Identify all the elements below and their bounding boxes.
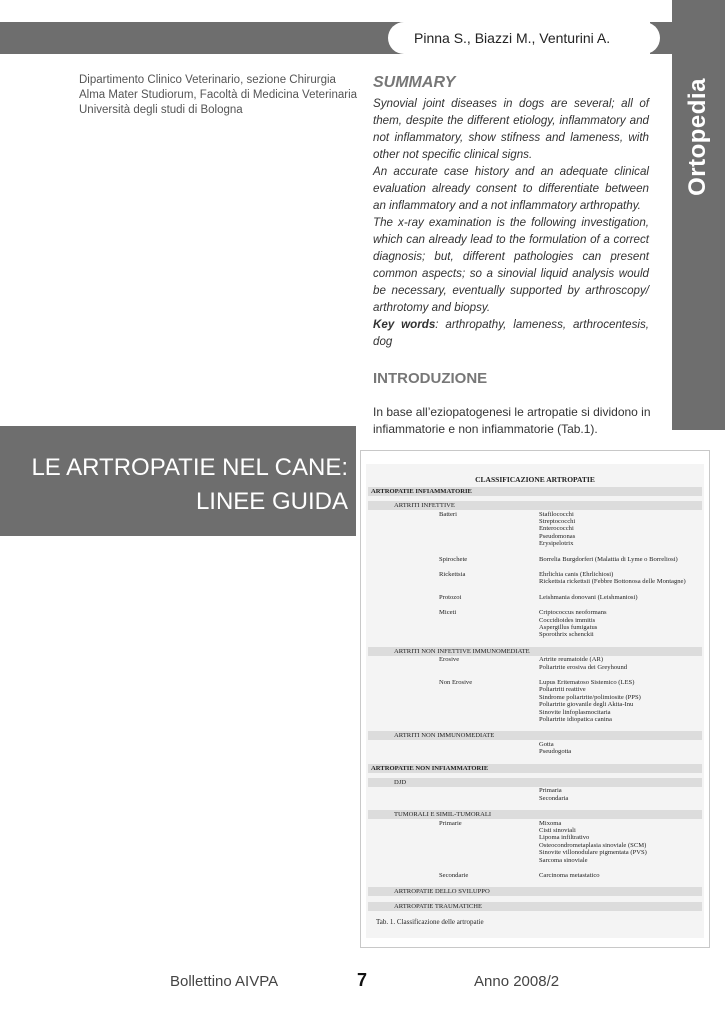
table-category: Spirochete xyxy=(439,555,468,563)
table-item: Lupus Eritematoso Sistemico (LES) xyxy=(539,679,635,686)
table-item: Osteocondrometaplasia sinoviale (SCM) xyxy=(539,841,647,849)
article-title: LE ARTROPATIE NEL CANE: xyxy=(31,454,348,481)
table-category: Miceti xyxy=(439,609,457,617)
table-item: Poliartriti reattive xyxy=(539,686,586,694)
table-item: Coccidioides immitis xyxy=(539,616,596,624)
table-category: Rickettsia xyxy=(439,570,466,578)
table-item: Criptococcus neoformans xyxy=(539,609,607,617)
table-subgroup-header: ARTRITI INFETTIVE xyxy=(368,501,702,510)
footer-journal: Bollettino AIVPA xyxy=(170,973,279,990)
summary-paragraph: The x-ray examination is the following investigation, which can already lead to the formulation of a correct diagnosis; but, different pathologies can present common aspects; so a sinovial liquid analysis would be necessary, eventually supported by arthroscopy/ arthrotomy and biopsy. xyxy=(373,216,649,314)
affiliation-line: Università degli studi di Bologna xyxy=(79,104,243,116)
table-group-header: ARTROPATIE INFIAMMATORIE xyxy=(368,487,702,496)
table-item: Streptococchi xyxy=(539,517,576,525)
table-item: Rickettsia rickettsii (Febbre Bottonosa delle Montagne) xyxy=(539,578,686,586)
table-item: Enterococchi xyxy=(539,525,574,533)
intro-text: In base all’eziopatogenesi le artropatie si dividono in infiammatorie e non infiammatorie (Tab.1). xyxy=(373,405,651,436)
table-item: Mixoma xyxy=(539,819,562,827)
authors-label: Pinna S., Biazzi M., Venturini A. xyxy=(388,22,650,54)
table-subgroup-header: ARTROPATIE TRAUMATICHE xyxy=(368,902,702,911)
section-tab xyxy=(672,0,725,430)
article-subtitle: LINEE GUIDA xyxy=(195,488,348,515)
section-label: Ortopedia xyxy=(684,78,711,196)
article-title-band xyxy=(0,426,356,536)
table-item: Pseudogotta xyxy=(539,748,572,756)
classification-table xyxy=(366,464,704,938)
table-item: Stafilococchi xyxy=(539,510,574,518)
table-item: Erysipelotrix xyxy=(539,540,574,548)
footer-issue: Anno 2008/2 xyxy=(474,973,560,990)
table-subgroup-header: ARTROPATIE DELLO SVILUPPO xyxy=(368,887,702,896)
table-subgroup-header: DJD xyxy=(368,778,702,787)
summary-paragraph: An accurate case history and an adequate clinical evaluation already consent to differentiate between an inflammatory and a not inflammatory arthropathy. xyxy=(373,165,649,212)
table-item: Ehrlichia canis (Ehrlichiosi) xyxy=(539,570,614,578)
table-item: Sindrome poliartrite/polimiosite (PPS) xyxy=(539,693,641,701)
table-category: Protozoi xyxy=(439,593,462,601)
table-item: Sarcoma sinoviale xyxy=(539,856,588,864)
table-title: CLASSIFICAZIONE ARTROPATIE xyxy=(475,475,595,484)
table-item: Cisti sinoviali xyxy=(539,826,576,834)
classification-table-figure xyxy=(360,450,710,948)
keywords xyxy=(373,316,649,350)
table-item: Sinovite villonodulare pigmentata (PVS) xyxy=(539,849,647,857)
table-item: Poliartrite giovanile degli Akita-Inu xyxy=(539,701,634,709)
table-item: Sporothrix schenckii xyxy=(539,631,594,639)
table-category: Non Erosive xyxy=(439,679,473,686)
table-item: Poliartrite erosiva dei Greyhound xyxy=(539,663,628,671)
table-category: Erosive xyxy=(439,656,460,664)
table-category: Primarie xyxy=(439,819,462,827)
classification-table-panel xyxy=(366,464,704,938)
affiliation-line: Alma Mater Studiorum, Facoltà di Medicina Veterinaria xyxy=(79,89,358,101)
table-item: Leishmania donovani (Leishmaniosi) xyxy=(539,593,638,601)
table-subgroup-header: ARTRITI NON INFETTIVE IMMUNOMEDIATE xyxy=(368,647,702,656)
affiliation-line: Dipartimento Clinico Veterinario, sezione Chirurgia xyxy=(79,74,336,86)
table-category: Batteri xyxy=(439,510,457,518)
table-group-header: ARTROPATIE NON INFIAMMATORIE xyxy=(368,764,702,773)
table-item: Primaria xyxy=(539,787,562,795)
footer-page-number: 7 xyxy=(357,970,368,990)
affiliation xyxy=(79,73,369,118)
table-item: Carcinoma metastatico xyxy=(539,871,600,879)
table-subgroup-header: TUMORALI E SIMIL-TUMORALI xyxy=(368,810,702,819)
table-item: Sinovite linfoplasmocitaria xyxy=(539,708,611,716)
table-item: Poliartrite idiopatica canina xyxy=(539,716,612,723)
table-caption: Tab. 1. Classificazione delle artropatie xyxy=(376,918,484,927)
summary-paragraph: Synovial joint diseases in dogs are several; all of them, despite the different etiology, inflammatory and not inflammatory, show stifness and lameness, with other not specific clinical signs. xyxy=(373,97,649,161)
summary-heading: SUMMARY xyxy=(373,74,456,91)
table-item: Artrite reumatoide (AR) xyxy=(539,656,604,664)
table-item: Secondaria xyxy=(539,794,569,802)
table-item: Pseudomonas xyxy=(539,532,576,540)
table-subgroup-header: ARTRITI NON IMMUNOMEDIATE xyxy=(368,731,702,740)
intro-heading: INTRODUZIONE xyxy=(373,370,488,387)
table-item: Gotta xyxy=(539,740,554,748)
keywords-label: Key words xyxy=(373,318,436,331)
table-item: Lipoma infiltrativo xyxy=(539,834,590,842)
table-item: Borrelia Burgdorferi (Malattia di Lyme o Borreliosi) xyxy=(539,555,678,563)
keywords-text: : arthropathy, lameness, arthrocentesis, dog xyxy=(373,318,649,348)
summary-section xyxy=(373,74,649,350)
intro-section xyxy=(373,370,651,438)
table-item: Aspergillus fumigatus xyxy=(539,623,598,631)
table-category: Secondarie xyxy=(439,871,469,879)
